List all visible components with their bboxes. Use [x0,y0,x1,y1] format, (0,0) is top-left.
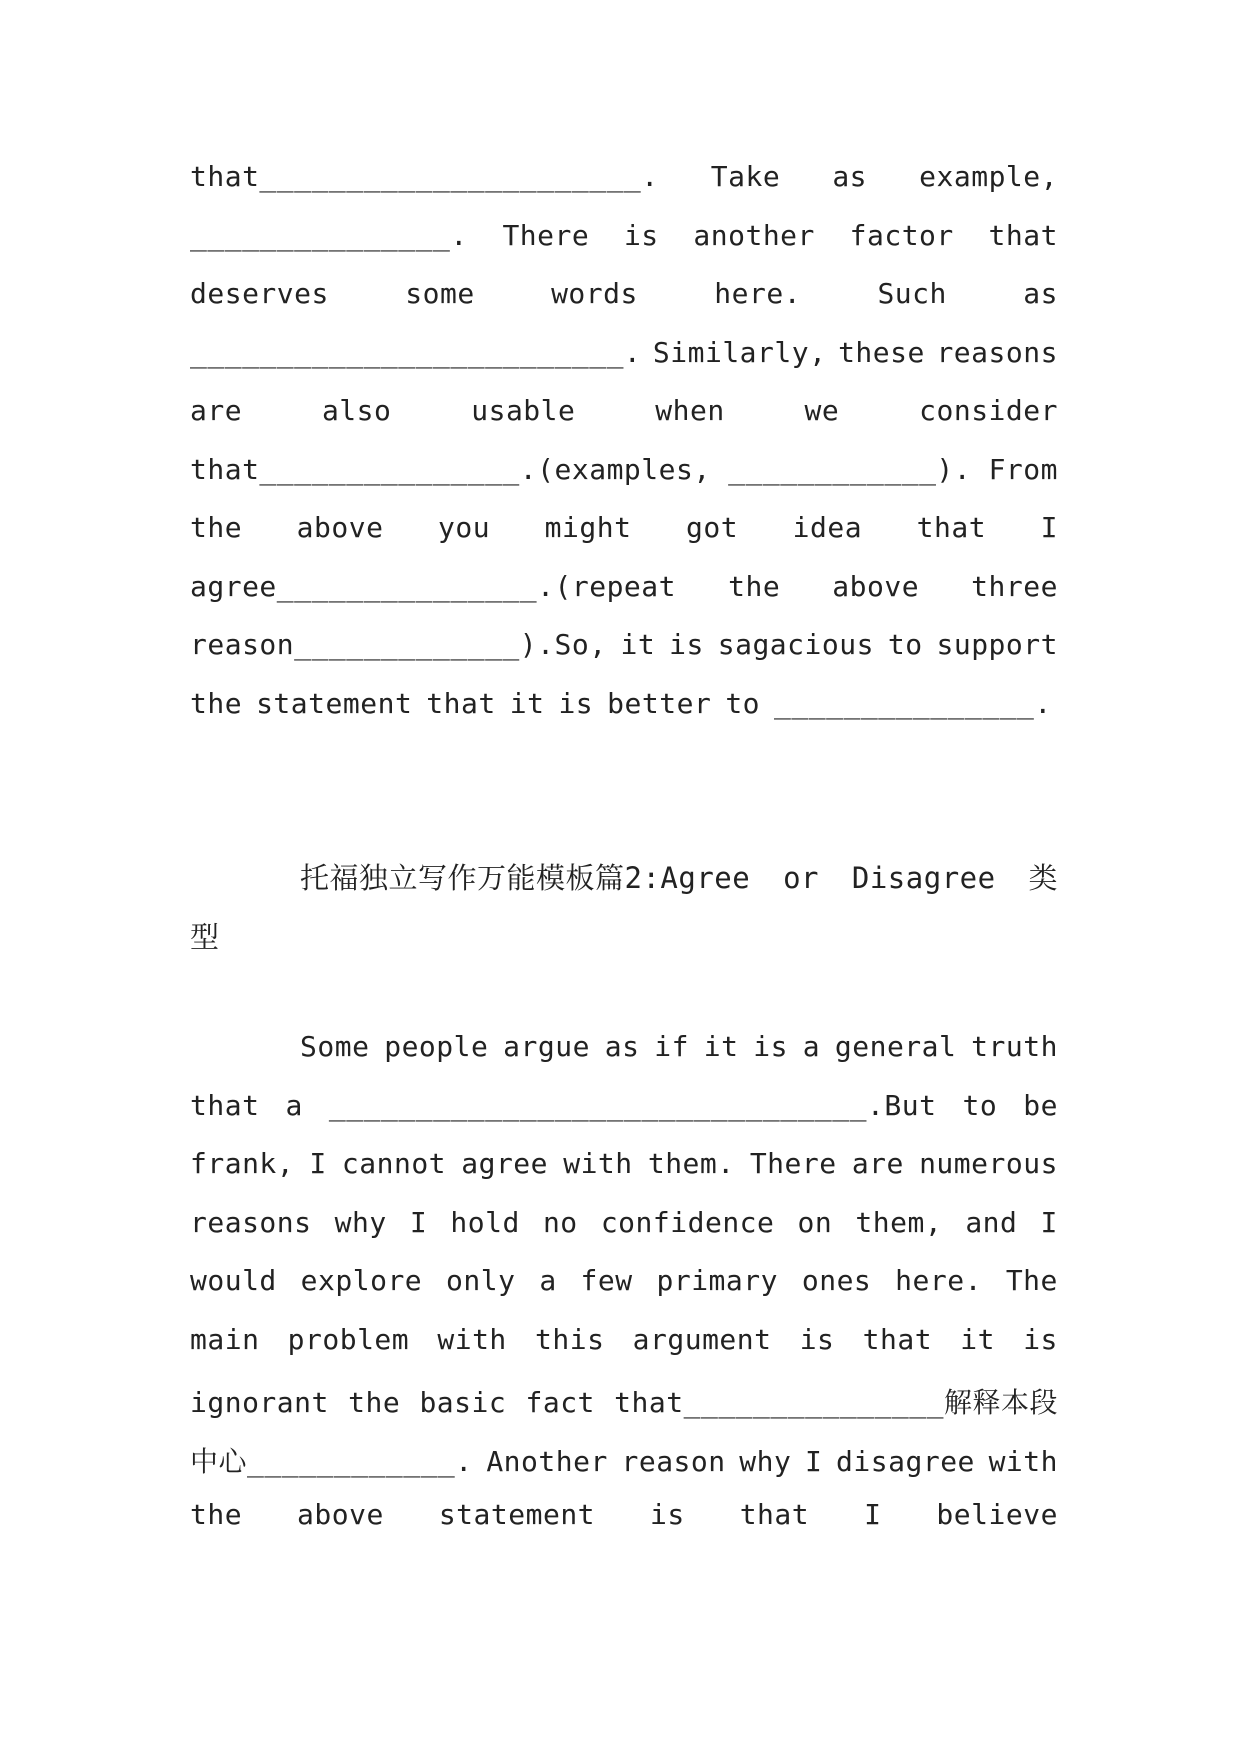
word: them. [647,1147,735,1180]
word: I [1040,1205,1058,1239]
word: explore [300,1264,423,1297]
text-line [190,1030,1058,1089]
word: is [1023,1322,1058,1356]
word: I [1040,511,1058,544]
word: From [988,452,1058,486]
word: another [693,218,815,252]
word: some [405,277,475,310]
text-line [190,219,1058,278]
word: a [802,1030,821,1063]
word: only [446,1264,516,1297]
word: Some [300,1030,370,1063]
text-line [190,687,1058,746]
word: with [563,1147,633,1180]
word: that_______________.(examples, [190,452,711,486]
word: disagree [836,1444,975,1478]
word: a [285,1088,303,1122]
word: sagacious [717,628,874,661]
text-line [190,1264,1058,1323]
word: problem [287,1322,410,1356]
word: a [539,1264,557,1297]
word: 类 [1028,861,1058,895]
word: _______________. [774,686,1052,720]
word: truth [971,1030,1058,1063]
text-line [190,1323,1058,1382]
word: There [502,218,590,252]
word: ones [801,1264,872,1297]
text-line [190,1381,1058,1440]
text-line [190,277,1058,336]
word: words [551,277,638,310]
word: the [190,1498,243,1531]
word: as [1023,277,1058,310]
word: Another [486,1444,608,1478]
word: you [438,511,491,544]
text-line [190,1089,1058,1148]
paragraph-agree-disagree-template [190,1030,1058,1557]
word: I [309,1147,327,1180]
word: numerous [919,1147,1058,1180]
word: that_______________解释本段 [614,1386,1058,1419]
word: that [916,511,987,544]
word: _______________. [190,218,468,252]
word: statement [438,1498,596,1531]
word: here. [714,277,802,310]
word: we [804,394,840,427]
word: got [686,511,739,544]
word: cannot [341,1147,447,1180]
word: I [864,1498,882,1531]
word: three [971,569,1058,603]
word: the [348,1386,401,1419]
text-line [190,1147,1058,1206]
word: 中心____________. [190,1444,473,1478]
word: as [832,160,868,193]
word: people [384,1030,489,1063]
word: reason [621,1444,726,1478]
word: above [832,569,920,603]
word: 型 [190,919,220,954]
word: also [321,394,392,427]
word: Take [710,160,781,193]
word: reason_____________).So, [190,628,607,661]
word: example, [919,160,1058,193]
word: would [190,1264,277,1297]
word: 托福独立写作万能模板篇2:Agree [300,861,751,895]
word: is [669,628,704,661]
word: it [960,1322,995,1356]
word: ____________). [728,452,972,486]
word: fact [525,1386,595,1419]
word: no [542,1205,578,1239]
section-heading [190,856,1058,973]
word: primary [656,1264,778,1297]
word: are [190,394,243,427]
word: it [703,1030,739,1063]
word: main [190,1322,260,1356]
word: confidence [600,1205,775,1239]
word: with [437,1322,507,1356]
word: it [509,686,545,720]
text-line [190,511,1058,570]
word: is [558,686,594,720]
word: that______________________. [190,160,659,193]
word: _________________________. [190,335,642,369]
word: are [851,1147,904,1180]
text-line [190,1440,1058,1499]
word: that [862,1322,933,1356]
paragraph-template-continuation [190,160,1058,745]
word: above [296,511,384,544]
word: is [623,218,659,252]
word: is [650,1498,685,1531]
word: basic [419,1386,507,1419]
text-line [190,336,1058,395]
word: factor [849,218,954,252]
word: idea [792,511,863,544]
word: support [936,628,1058,661]
word: that [426,686,496,720]
word: Disagree [851,861,996,895]
word: agree_______________.(repeat [190,569,677,603]
word: and [965,1205,1018,1239]
word: deserves [190,277,329,310]
word: as [604,1030,640,1063]
text-line [190,856,1058,915]
word: why [334,1205,387,1239]
text-line [190,1206,1058,1265]
text-line [190,453,1058,512]
word: that [739,1498,810,1531]
word: ignorant [190,1386,329,1419]
word: general [834,1030,957,1063]
text-line [190,1498,1058,1557]
word: The [1005,1264,1058,1297]
word: above [297,1498,384,1531]
text-line [190,628,1058,687]
word: that [190,1088,260,1122]
word: this [535,1322,605,1356]
word: reasons [190,1205,312,1239]
text-line [190,394,1058,453]
word: to [725,686,761,720]
word: Similarly, [652,335,827,369]
word: might [544,511,632,544]
word: with [988,1444,1058,1478]
word: them, [855,1205,943,1239]
word: why [739,1444,792,1478]
word: is [799,1322,835,1356]
word: to [962,1088,998,1122]
word: agree [461,1147,549,1180]
word: be [1023,1088,1058,1122]
word: argument [632,1322,772,1356]
word: here. [895,1264,982,1297]
word: believe [936,1498,1058,1531]
word: consider [919,394,1058,427]
word: or [783,861,820,895]
word: _______________________________.But [328,1088,937,1122]
word: the [190,686,243,720]
word: There [749,1147,837,1180]
word: better [607,686,712,720]
word: when [655,394,725,427]
word: that [988,218,1058,252]
word: if [654,1030,689,1063]
word: it [620,628,656,661]
word: argue [503,1030,590,1063]
word: usable [471,394,576,427]
word: the [190,511,243,544]
word: reasons [936,335,1058,369]
text-line [190,570,1058,629]
word: few [580,1264,633,1297]
word: frank, [190,1147,295,1180]
word: I [805,1444,823,1478]
word: Such [877,277,947,310]
word: statement [256,686,413,720]
word: the [728,569,781,603]
word: hold [450,1205,520,1239]
text-line [190,160,1058,219]
word: these [838,335,925,369]
word: is [753,1030,788,1063]
word: I [409,1205,428,1239]
word: to [887,628,923,661]
word: on [797,1205,833,1239]
text-line [190,915,1058,974]
